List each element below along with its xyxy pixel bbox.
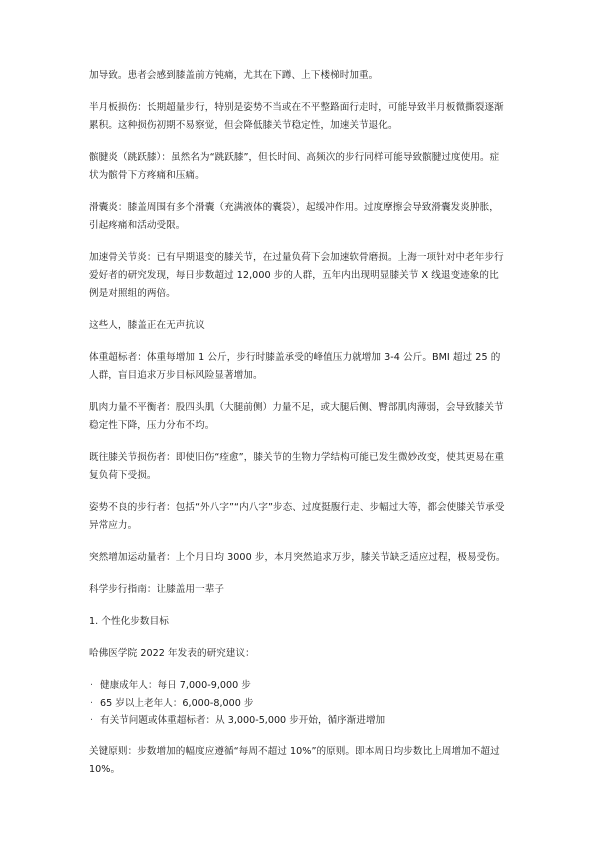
section-heading-walking-guide: 科学步行指南：让膝盖用一辈子	[89, 584, 225, 595]
paragraph-patellar-tendinitis: 髌腱炎（跳跃膝）：虽然名为“跳跃膝”，但长时间、高频次的步行同样可能导致髌腱过度使用。症状为髌骨下方疼痛和压痛。	[89, 152, 500, 181]
bullet-icon: ·	[90, 680, 94, 691]
paragraph-harvard-study: 哈佛医学院 2022 年发表的研究建议：	[89, 648, 255, 659]
paragraph-intro-continuation: 加导致。患者会感到膝盖前方钝痛，尤其在下蹲、上下楼梯时加重。	[89, 70, 379, 81]
list-item	[89, 695, 507, 713]
paragraph-overweight: 体重超标者：体重每增加 1 公斤，步行时膝盖承受的峰值压力就增加 3-4 公斤。BMI 超过 25 的人群，盲目追求万步目标风险显著增加。	[89, 352, 501, 381]
paragraph-muscle-imbalance: 肌肉力量不平衡者：股四头肌（大腿前侧）力量不足，或大腿后侧、臀部肌肉薄弱，会导致膝关节稳定性下降，压力分布不均。	[89, 402, 504, 431]
section-heading-at-risk: 这些人，膝盖正在无声抗议	[89, 320, 205, 331]
paragraph-bursitis: 滑囊炎：膝盖周围有多个滑囊（充满液体的囊袋），起缓冲作用。过度摩擦会导致滑囊发炎肿胀，引起疼痛和活动受限。	[89, 202, 499, 231]
list-item-text: 有关节问题或体重超标者：从 3,000-5,000 步开始，循序渐进增加	[100, 715, 386, 726]
list-item	[89, 677, 507, 695]
paragraph-key-principle: 关键原则：步数增加的幅度应遵循“每周不超过 10%”的原则。即本周日均步数比上周增加不超过 10%。	[89, 745, 500, 775]
step-recommendation-list	[89, 677, 507, 730]
bullet-icon: ·	[90, 715, 94, 726]
paragraph-meniscus-injury: 半月板损伤：长期超量步行，特别是姿势不当或在不平整路面行走时，可能导致半月板微撕裂逐渐累积。这种损伤初期不易察觉，但会降低膝关节稳定性，加速关节退化。	[89, 102, 504, 131]
subheading-step-target: 1. 个性化步数目标	[89, 616, 169, 627]
list-item	[89, 712, 507, 730]
paragraph-osteoarthritis: 加速骨关节炎：已有早期退变的膝关节，在过量负荷下会加速软骨磨损。上海一项针对中老年步行爱好者的研究发现，每日步数超过 12,000 步的人群，五年内出现明显膝关节 X 线退变迹象的比例是对照组的两倍。	[89, 252, 504, 299]
list-item-text: 健康成年人：每日 7,000-9,000 步	[100, 680, 251, 691]
bullet-icon: ·	[90, 697, 94, 709]
document-body	[89, 67, 507, 793]
paragraph-sudden-increase: 突然增加运动量者：上个月日均 3000 步，本月突然追求万步，膝关节缺乏适应过程，极易受伤。	[89, 552, 506, 563]
paragraph-poor-posture: 姿势不良的步行者：包括“外八字”“内八字”步态、过度挺腹行走、步幅过大等，都会使膝关节承受异常应力。	[89, 502, 505, 531]
list-item-text: 65 岁以上老年人：6,000-8,000 步	[100, 697, 254, 709]
paragraph-prior-injury: 既往膝关节损伤者：即使旧伤“痊愈”，膝关节的生物力学结构可能已发生微妙改变，使其更易在重复负荷下受损。	[89, 452, 505, 481]
